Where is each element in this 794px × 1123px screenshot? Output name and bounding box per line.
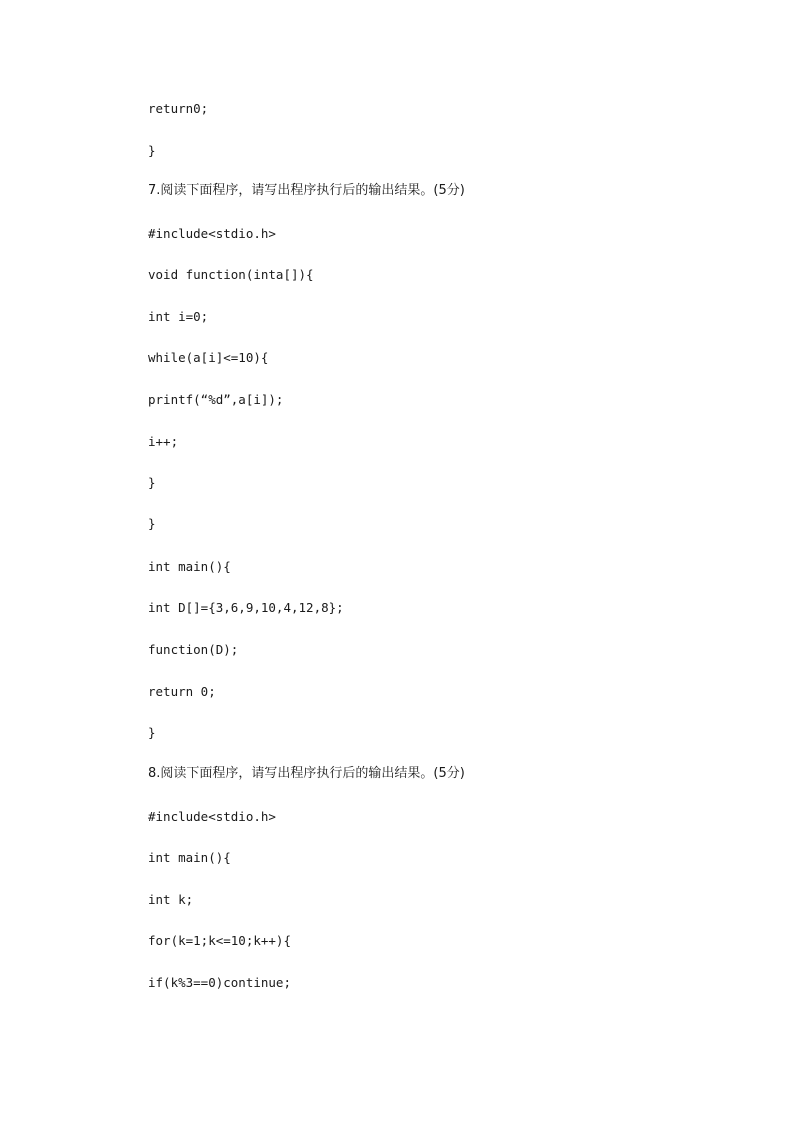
question-8-heading: 8.阅读下面程序，请写出程序执行后的输出结果。(5分) xyxy=(148,766,465,781)
code-line: int main(){ xyxy=(148,559,231,574)
question-7-heading: 7.阅读下面程序，请写出程序执行后的输出结果。(5分) xyxy=(148,183,465,198)
code-line: #include<stdio.h> xyxy=(148,809,276,824)
code-line: int D[]={3,6,9,10,4,12,8}; xyxy=(148,600,344,615)
code-line: printf(“%d”,a[i]); xyxy=(148,392,284,407)
code-line: int k; xyxy=(148,892,194,907)
code-line: } xyxy=(148,143,156,158)
code-line: #include<stdio.h> xyxy=(148,226,276,241)
code-line: int i=0; xyxy=(148,309,209,324)
code-line: int main(){ xyxy=(148,850,231,865)
code-line: } xyxy=(148,516,156,531)
code-line: for(k=1;k<=10;k++){ xyxy=(148,933,291,948)
code-line: while(a[i]<=10){ xyxy=(148,350,269,365)
code-line: } xyxy=(148,725,156,740)
code-line: if(k%3==0)continue; xyxy=(148,975,291,990)
code-line: void function(inta[]){ xyxy=(148,267,314,282)
code-line: return0; xyxy=(148,101,209,116)
code-line: i++; xyxy=(148,434,179,449)
code-line: } xyxy=(148,475,156,490)
code-line: function(D); xyxy=(148,642,239,657)
code-line: return 0; xyxy=(148,684,216,699)
